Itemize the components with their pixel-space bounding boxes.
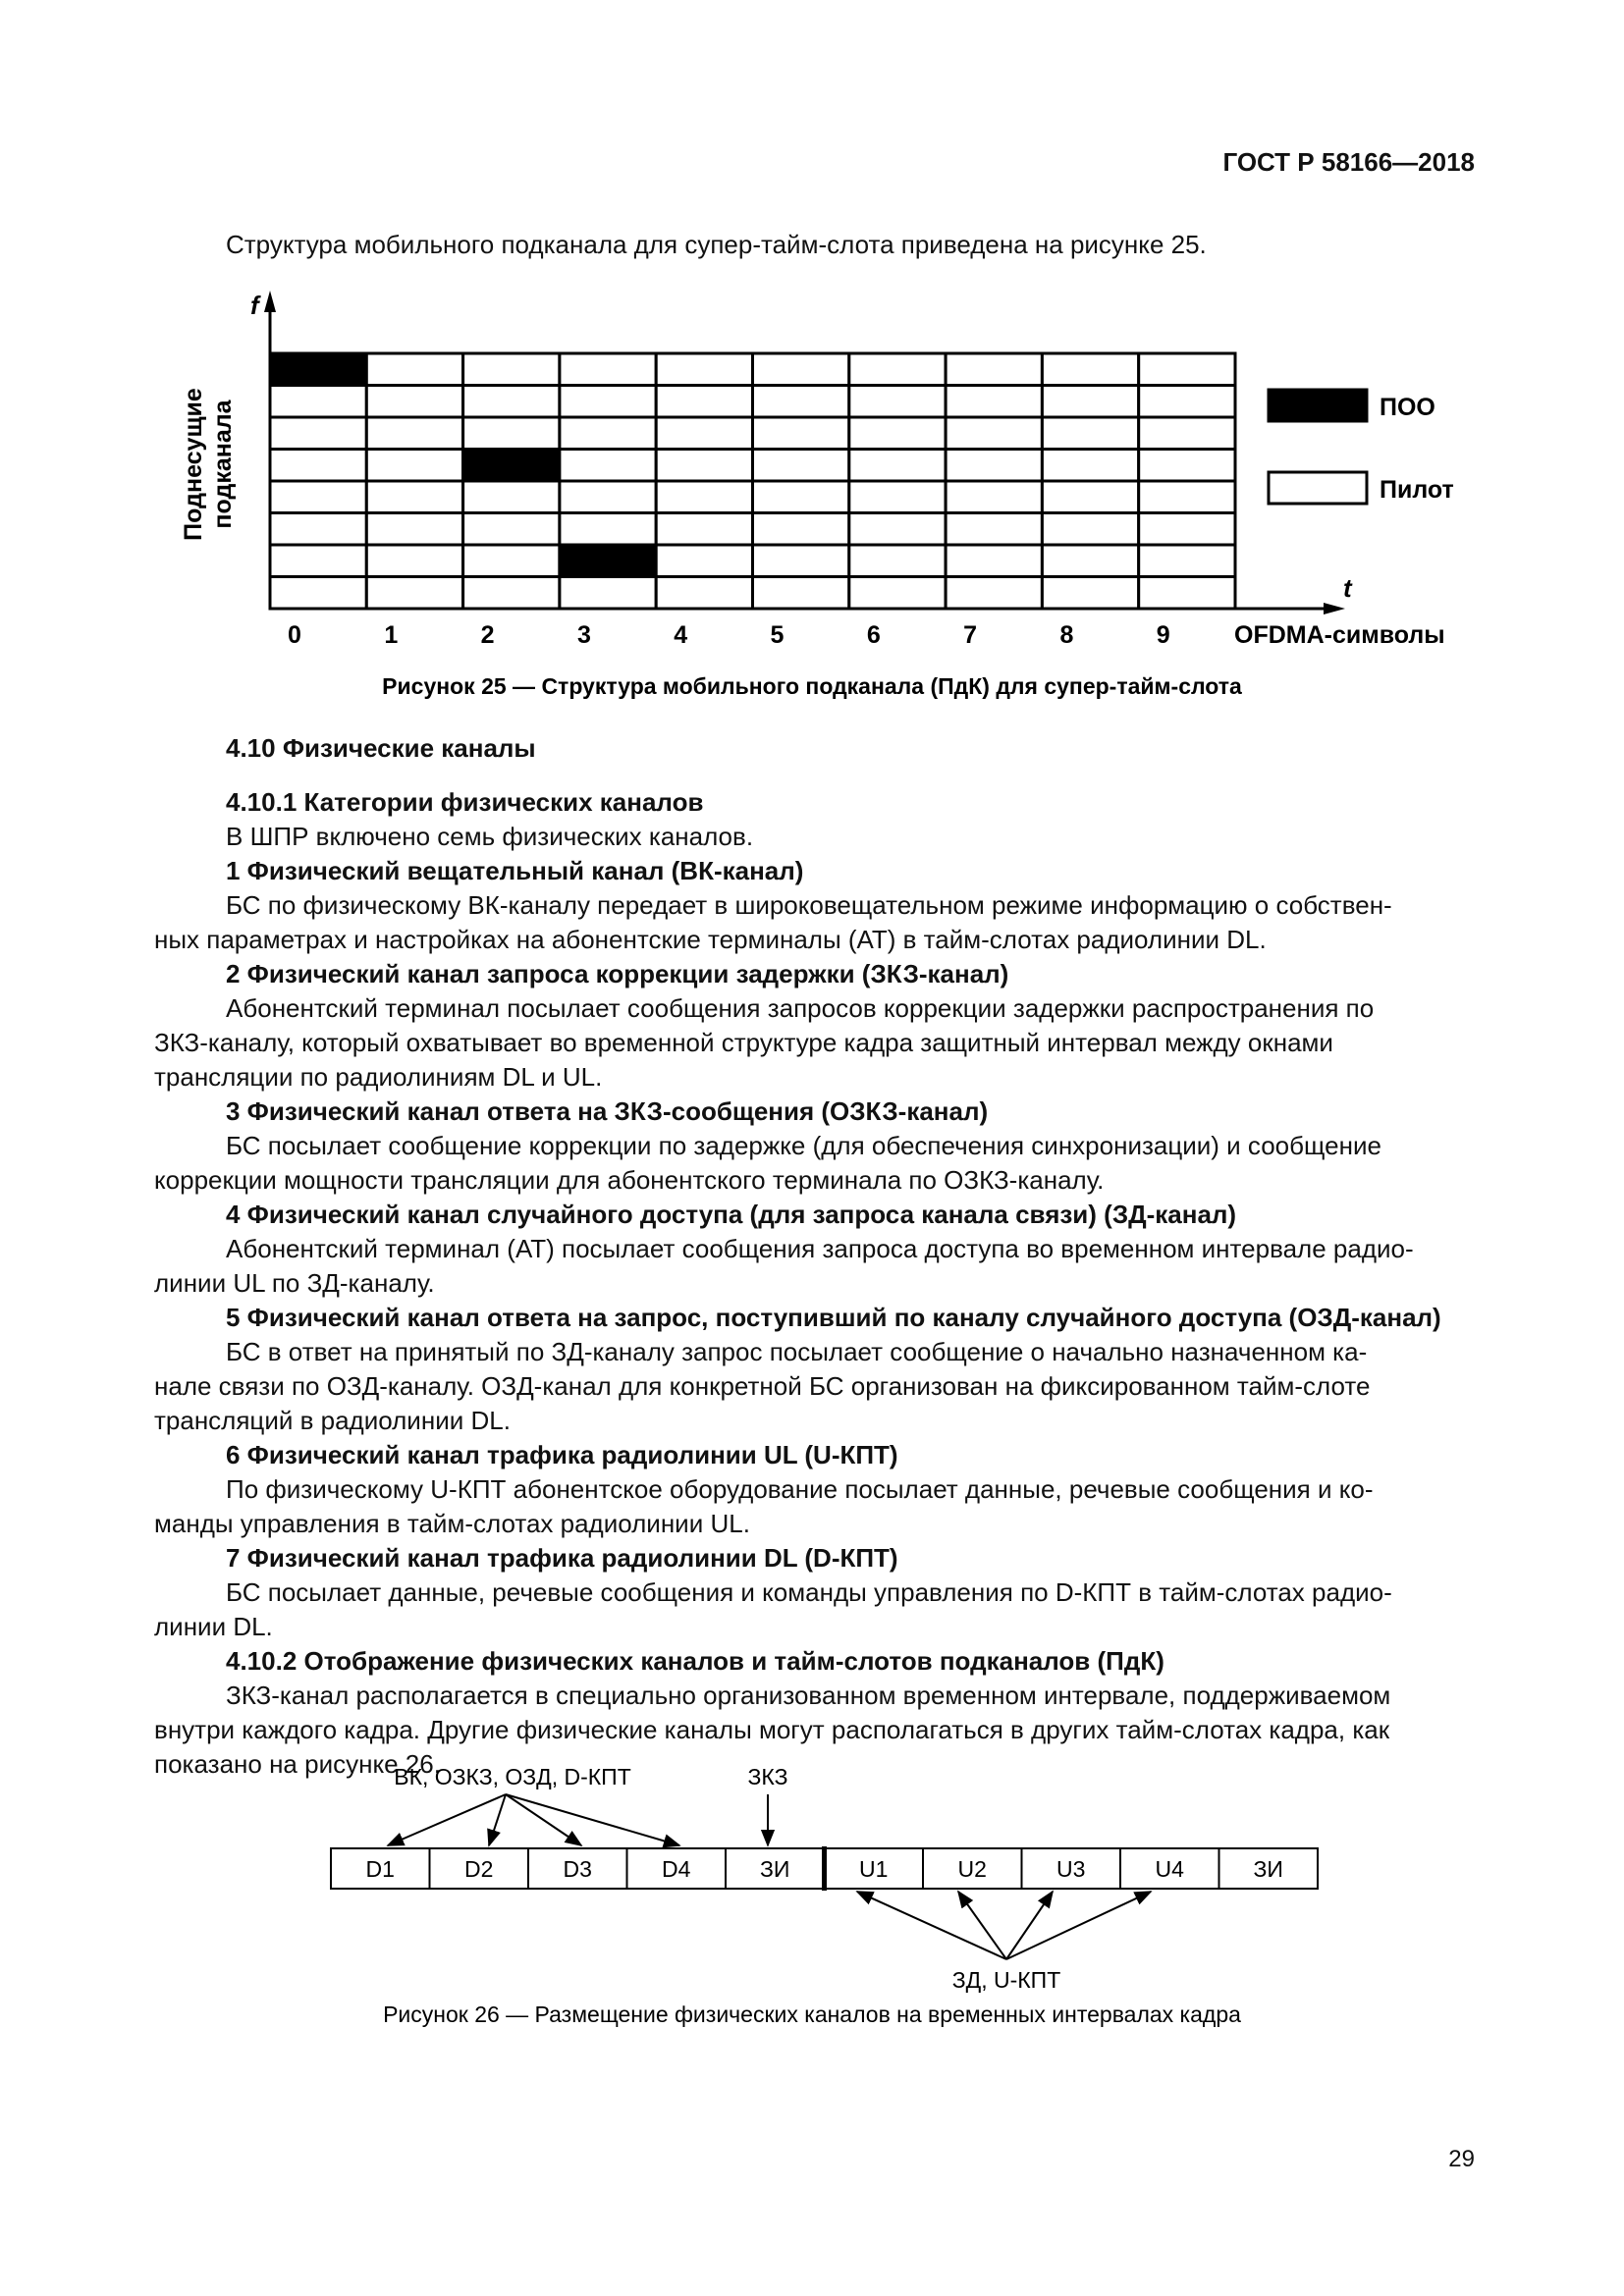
heading-4-10-1: 4.10.1 Категории физических каналов	[226, 787, 704, 817]
pilot-cell	[463, 577, 560, 610]
pilot-cell	[946, 545, 1042, 577]
frame-slots	[331, 1846, 1318, 1891]
pilot-cell	[270, 481, 366, 513]
pilot-cell	[366, 417, 462, 450]
x-tick-label: 5	[770, 621, 785, 649]
document-id: ГОСТ Р 58166—2018	[1222, 147, 1475, 177]
arrow-to-d2	[489, 1794, 506, 1845]
frame-slot-label: D2	[464, 1856, 494, 1882]
x-tick-label: 0	[288, 621, 301, 649]
channel-6-line1: По физическому U-КПТ абонентское оборудование посылает данные, речевые сообщения и ко-	[226, 1474, 1374, 1504]
channel-5-line2: нале связи по ОЗД-каналу. ОЗД-канал для конкретной БС организован на фиксированном тайм-слоте	[154, 1371, 1371, 1401]
pilot-cell	[366, 577, 462, 610]
pilot-cell	[366, 545, 462, 577]
pilot-cell	[1139, 577, 1235, 610]
frame-slot-label: D3	[563, 1856, 592, 1882]
poo-cell	[270, 353, 366, 386]
paragraph-2-line2: внутри каждого кадра. Другие физические каналы могут располагаться в других тайм-слотах кадра, как	[154, 1715, 1390, 1744]
y-axis-symbol: f	[250, 291, 259, 320]
pilot-cell	[463, 386, 560, 418]
channel-3-line1: БС посылает сообщение коррекции по задержке (для обеспечения синхронизации) и сообщение	[226, 1131, 1381, 1160]
pilot-cell	[1042, 353, 1138, 386]
pilot-cell	[656, 481, 752, 513]
legend-label-poo: ПОО	[1380, 394, 1435, 421]
arrow-to-d4	[506, 1794, 679, 1845]
pilot-cell	[753, 513, 849, 546]
figure-26	[0, 1747, 1624, 2042]
x-tick-label: 8	[1059, 621, 1074, 649]
pilot-cell	[849, 545, 946, 577]
pilot-cell	[753, 545, 849, 577]
frame-slot-label: D1	[365, 1856, 395, 1882]
paragraph-2-line3: показано на рисунке 26.	[154, 1749, 441, 1779]
pilot-cell	[366, 513, 462, 546]
channel-5-line1: БС в ответ на принятый по ЗД-каналу запрос посылает сообщение о начально назначенном ка-	[226, 1337, 1368, 1366]
frame-slot-label: U4	[1155, 1856, 1184, 1882]
pilot-cell	[849, 417, 946, 450]
pilot-cell	[656, 577, 752, 610]
legend-swatch-pilot	[1269, 472, 1367, 504]
channel-1-title: 1 Физический вещательный канал (ВК-канал)	[226, 856, 804, 885]
channel-3-line2: коррекции мощности трансляции для абонентского терминала по ОЗКЗ-каналу.	[154, 1165, 1105, 1195]
pilot-cell	[270, 545, 366, 577]
pilot-cell	[1042, 417, 1138, 450]
pilot-cell	[753, 386, 849, 418]
channel-4-line1: Абонентский терминал (АТ) посылает сообщения запроса доступа во временном интервале радио-	[226, 1234, 1414, 1263]
x-tick-label: 2	[480, 621, 495, 649]
pilot-cell	[1139, 450, 1235, 482]
intro-text: Структура мобильного подканала для супер-тайм-слота приведена на рисунке 25.	[226, 230, 1207, 259]
pilot-cell	[849, 353, 946, 386]
pilot-cell	[1139, 417, 1235, 450]
pilot-cell	[849, 450, 946, 482]
x-tick-label: 9	[1156, 621, 1170, 649]
pilot-cell	[849, 513, 946, 546]
frame-slot-label: ЗИ	[1253, 1856, 1283, 1882]
pilot-cell	[560, 450, 656, 482]
x-axis-symbol: t	[1343, 573, 1352, 603]
pilot-cell	[1042, 481, 1138, 513]
channel-7-line2: линии DL.	[154, 1612, 273, 1641]
pilot-cell	[753, 577, 849, 610]
arrow-to-d3	[506, 1794, 581, 1845]
pilot-cell	[656, 450, 752, 482]
pilot-cell	[1139, 545, 1235, 577]
label-uplink-channels: ЗД, U-КПТ	[951, 1967, 1061, 1993]
pilot-cell	[463, 481, 560, 513]
pilot-cell	[463, 353, 560, 386]
figure-26-caption: Рисунок 26 — Размещение физических каналов на временных интервалах кадра	[383, 2002, 1241, 2027]
poo-cell	[560, 545, 656, 577]
pilot-cell	[1042, 450, 1138, 482]
y-axis-label-line1: Поднесущие	[180, 388, 207, 541]
pilot-cell	[270, 417, 366, 450]
pilot-cell	[463, 545, 560, 577]
pilot-cell	[1042, 386, 1138, 418]
x-tick-label: 4	[674, 621, 688, 649]
pilot-cell	[849, 481, 946, 513]
pilot-cell	[946, 450, 1042, 482]
pilot-cell	[366, 353, 462, 386]
frame-slot-label: D4	[662, 1856, 691, 1882]
pilot-cell	[560, 577, 656, 610]
pilot-cell	[656, 386, 752, 418]
channel-1-line2: ных параметрах и настройках на абонентские терминалы (АТ) в тайм-слотах радиолинии DL.	[154, 925, 1267, 954]
pilot-cell	[270, 513, 366, 546]
heading-4-10-2: 4.10.2 Отображение физических каналов и тайм-слотов подканалов (ПдК)	[226, 1646, 1164, 1676]
pilot-cell	[946, 481, 1042, 513]
pilot-cell	[753, 353, 849, 386]
page-number: 29	[1448, 2146, 1475, 2172]
pilot-cell	[1139, 353, 1235, 386]
pilot-cell	[560, 417, 656, 450]
pilot-cell	[753, 481, 849, 513]
pilot-cell	[1139, 386, 1235, 418]
paragraph-2-line1: ЗКЗ-канал располагается в специально организованном временном интервале, поддерживаемом	[226, 1681, 1391, 1710]
frame-slot-label: U1	[859, 1856, 889, 1882]
pilot-cell	[560, 353, 656, 386]
figure-25-caption: Рисунок 25 — Структура мобильного подканала (ПдК) для супер-тайм-слота	[382, 673, 1242, 699]
y-axis-arrow	[264, 291, 276, 312]
pilot-cell	[366, 450, 462, 482]
pilot-cell	[1139, 513, 1235, 546]
pilot-cell	[270, 577, 366, 610]
x-axis-arrow	[1324, 603, 1345, 614]
channel-1-line1: БС по физическому ВК-каналу передает в широковещательном режиме информацию о собствен-	[226, 890, 1392, 920]
channel-5-title: 5 Физический канал ответа на запрос, поступивший по каналу случайного доступа (ОЗД-канал)	[226, 1303, 1441, 1332]
pilot-cell	[366, 386, 462, 418]
x-axis-unit: OFDMA-символы	[1234, 621, 1445, 649]
channel-4-line2: линии UL по ЗД-каналу.	[154, 1268, 435, 1298]
y-axis-label-line2: подканала	[209, 400, 237, 529]
frame-slot-label: U3	[1056, 1856, 1086, 1882]
pilot-cell	[560, 513, 656, 546]
arrow-to-u1	[857, 1892, 1006, 1959]
x-tick-label: 6	[866, 621, 881, 649]
subchannel-grid	[270, 353, 1235, 609]
paragraph: В ШПР включено семь физических каналов.	[226, 822, 754, 851]
pilot-cell	[1042, 577, 1138, 610]
frame-slot-label: U2	[957, 1856, 987, 1882]
pilot-cell	[656, 545, 752, 577]
legend-swatch-poo	[1269, 390, 1367, 421]
pilot-cell	[560, 386, 656, 418]
pilot-cell	[270, 450, 366, 482]
channel-2-line3: трансляции по радиолиниям DL и UL.	[154, 1062, 603, 1092]
pilot-cell	[946, 513, 1042, 546]
label-downlink-channels: ВК, ОЗКЗ, ОЗД, D-КПТ	[394, 1764, 631, 1789]
channel-2-line1: Абонентский терминал посылает сообщения запросов коррекции задержки распространения по	[226, 993, 1375, 1023]
heading-4-10: 4.10 Физические каналы	[226, 733, 536, 763]
channel-2-line2: ЗКЗ-каналу, который охватывает во временной структуре кадра защитный интервал между окнами	[154, 1028, 1333, 1057]
pilot-cell	[463, 417, 560, 450]
legend-label-pilot: Пилот	[1380, 476, 1454, 504]
x-tick-label: 1	[384, 621, 399, 649]
pilot-cell	[656, 417, 752, 450]
body-text	[154, 731, 1475, 1782]
pilot-cell	[946, 386, 1042, 418]
pilot-cell	[270, 386, 366, 418]
pilot-cell	[656, 353, 752, 386]
pilot-cell	[1042, 545, 1138, 577]
pilot-cell	[656, 513, 752, 546]
pilot-cell	[1139, 481, 1235, 513]
y-axis-label	[180, 388, 237, 541]
pilot-cell	[366, 481, 462, 513]
pilot-cell	[946, 417, 1042, 450]
pilot-cell	[946, 353, 1042, 386]
arrow-to-u4	[1006, 1892, 1151, 1959]
pilot-cell	[753, 450, 849, 482]
channel-7-title: 7 Физический канал трафика радиолинии DL (D-КПТ)	[226, 1543, 898, 1573]
label-zkz: ЗКЗ	[747, 1764, 788, 1789]
pilot-cell	[849, 386, 946, 418]
x-tick-label: 7	[963, 621, 978, 649]
x-tick-labels	[288, 621, 1170, 649]
figure-25	[0, 0, 1624, 717]
pilot-cell	[463, 513, 560, 546]
channel-3-title: 3 Физический канал ответа на ЗКЗ-сообщения (ОЗКЗ-канал)	[226, 1096, 989, 1126]
channel-7-line1: БС посылает данные, речевые сообщения и команды управления по D-КПТ в тайм-слотах радио-	[226, 1577, 1392, 1607]
pilot-cell	[1042, 513, 1138, 546]
pilot-cell	[560, 481, 656, 513]
channel-2-title: 2 Физический канал запроса коррекции задержки (ЗКЗ-канал)	[226, 959, 1009, 988]
channel-4-title: 4 Физический канал случайного доступа (для запроса канала связи) (ЗД-канал)	[226, 1200, 1237, 1229]
x-tick-label: 3	[576, 621, 591, 649]
channel-6-line2: манды управления в тайм-слотах радиолинии UL.	[154, 1509, 750, 1538]
pilot-cell	[753, 417, 849, 450]
channel-5-line3: трансляций в радиолинии DL.	[154, 1406, 511, 1435]
pilot-cell	[946, 577, 1042, 610]
pilot-cell	[849, 577, 946, 610]
poo-cell	[463, 450, 560, 482]
frame-slot-label: ЗИ	[760, 1856, 790, 1882]
channel-6-title: 6 Физический канал трафика радиолинии UL (U-КПТ)	[226, 1440, 898, 1469]
arrow-to-d1	[388, 1794, 506, 1845]
